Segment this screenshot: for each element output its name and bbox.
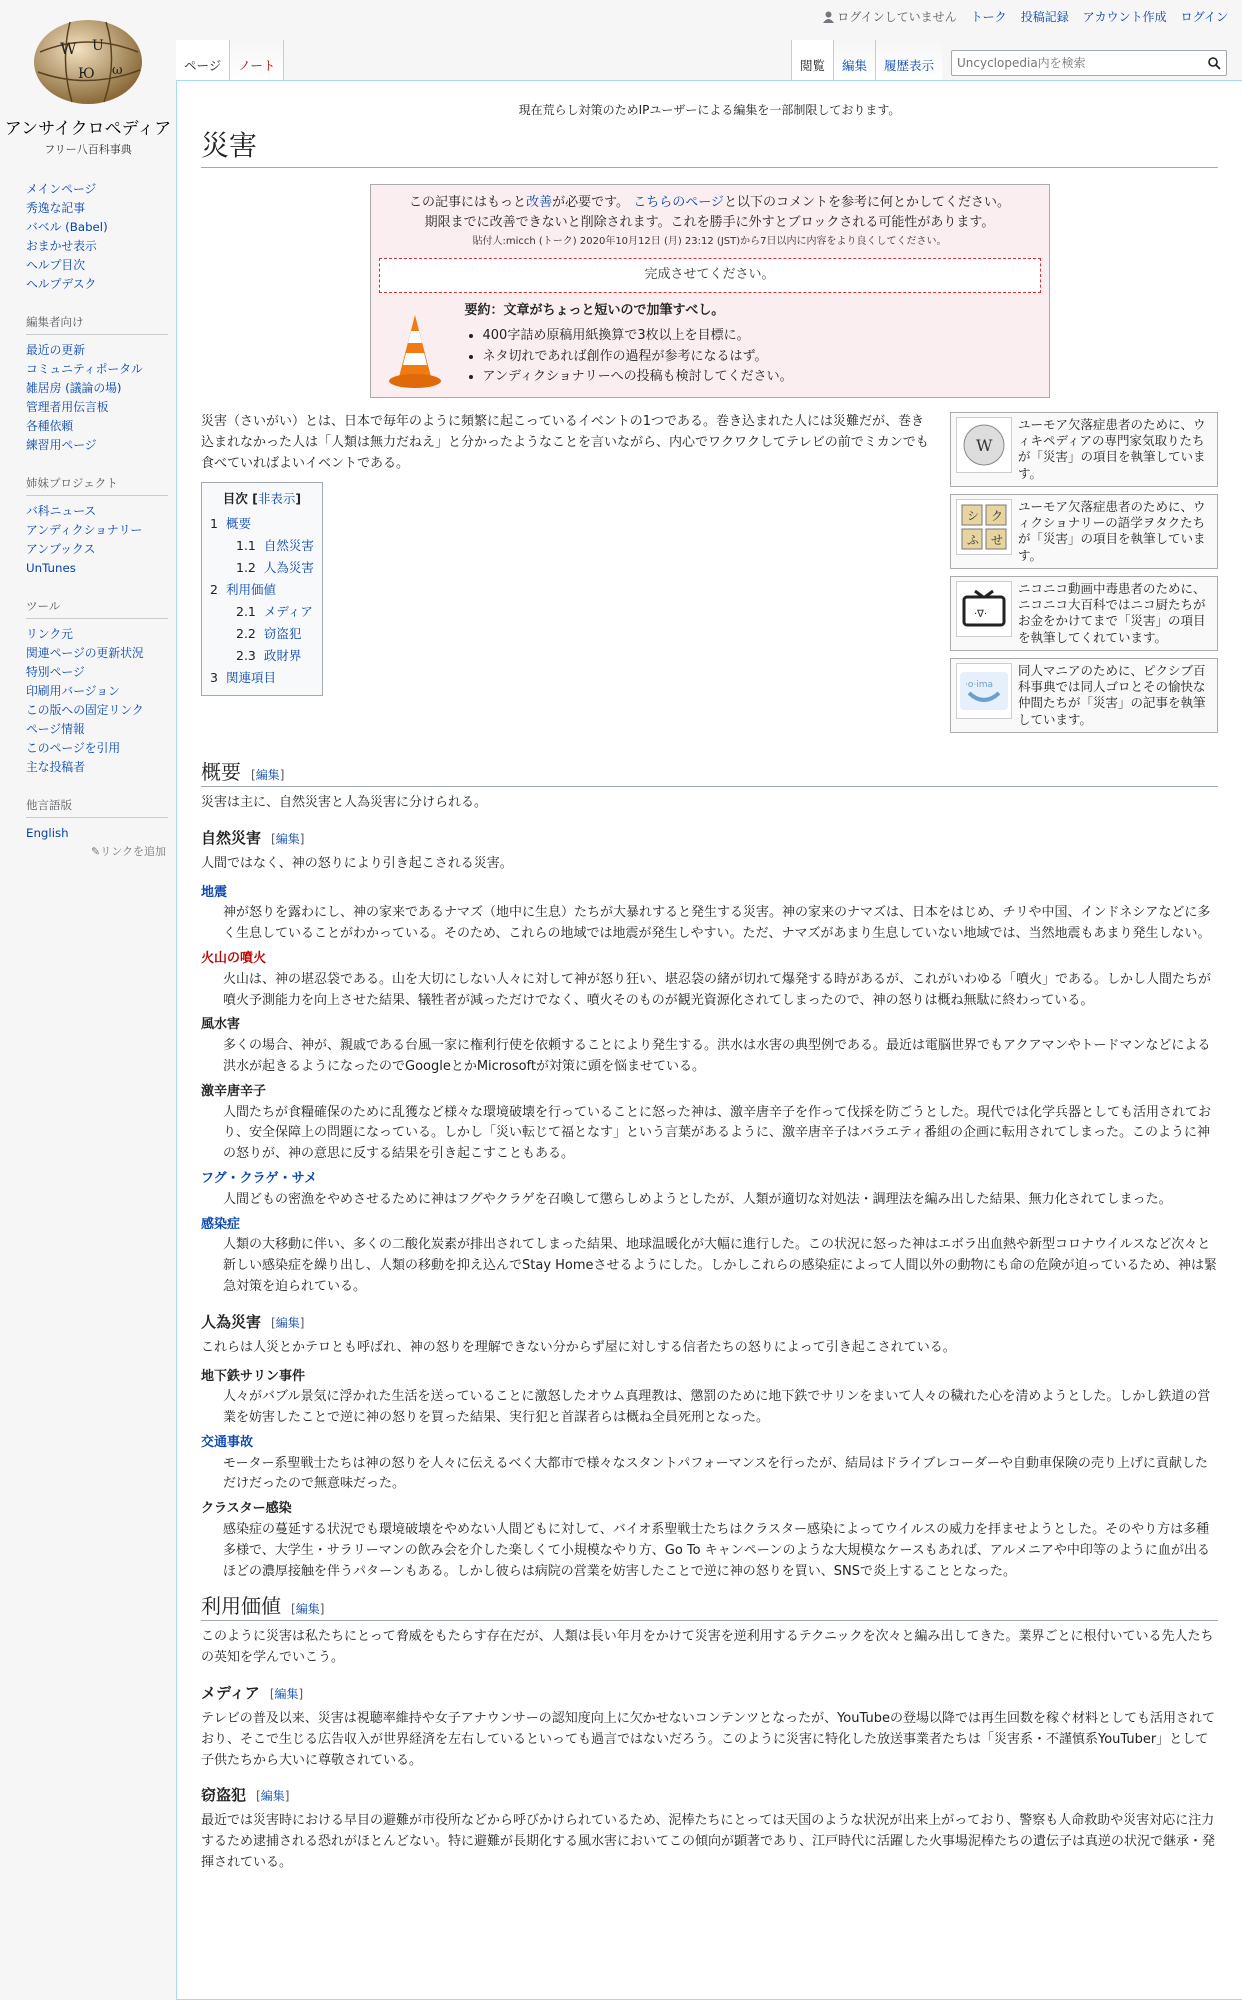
sidebar-item-sandbox[interactable]: 練習用ページ [26,438,97,452]
toc-num: 1.2 [236,560,256,576]
page-title: 災害 [201,128,1218,167]
toc-text: メディア [263,604,313,620]
this-page-link[interactable]: こちらのページ [633,194,724,210]
svg-text:W: W [60,39,77,58]
sidebar-item-admin[interactable]: 管理者用伝言板 [26,400,109,414]
sidebar-item-cite[interactable]: このページを引用 [26,741,121,755]
toc-text: 人為災害 [263,560,314,576]
toc-num: 3 [210,670,218,686]
tab-view[interactable]: 閲覧 [791,40,833,80]
wiktionary-box [950,494,1218,569]
sidebar-item-english[interactable]: English [26,826,69,840]
tip-item: • ネタ切れであれば創作の過程が参考になるはず。 [483,347,793,368]
notice-line-1 [377,193,1043,214]
section-edit: [編集] [251,767,285,782]
term: 地下鉄サリン事件 [201,1368,306,1384]
definition: 人間どもの密漁をやめさせるために神はフグやクラゲを召喚して懲らしめようとしたが、人類が適切な対処法・調理法を編み出した結果、無力化されてしまった。 [223,1191,1172,1207]
toc-item[interactable] [210,582,276,597]
sidebar-item-print[interactable]: 印刷用バージョン [26,684,120,698]
toc-text: 政財界 [263,648,302,664]
sidebar-item-portal[interactable]: コミュニティポータル [26,362,143,376]
sidebar-item-books[interactable]: アンブックス [26,542,96,556]
toc-text: 窃盗犯 [263,626,302,642]
term-link[interactable]: 火山の噴火 [201,950,267,966]
search-button[interactable] [1202,51,1226,75]
globe-logo-icon [30,12,146,108]
tip-title: 要約：文章がちょっと短いので加筆すべし。 [464,302,725,318]
sidebar-sister [26,475,168,578]
definition: モーター系聖戦士たちは神の怒りを人々に伝えるべく大都市で様々なスタントパフォーマンスを行ったが、結局はドライブレコーダーや自動車保険の売り上げに貢献しただけだったので無意味だった。 [223,1455,1208,1492]
toc-num: 1 [210,516,218,532]
sidebar-tools [26,598,168,777]
improve-link[interactable]: 改善 [526,194,553,210]
term-link[interactable]: 地震 [201,884,228,900]
toc-item[interactable] [210,670,276,685]
section-edit-link[interactable]: 編集 [275,831,300,846]
tip-item: • アンディクショナリーへの投稿も検討してください。 [483,367,793,388]
sidebar-item-babel[interactable]: バベル (Babel) [26,220,108,234]
notice-text-b: が必要です。 [552,194,630,210]
toc-item[interactable] [236,538,314,553]
search-box [951,50,1227,76]
pixiv-box [950,658,1218,733]
sidebar-editors [26,314,168,455]
definition: 人間たちが食糧確保のために乱獲など様々な環境破壊を行っていることに怒った神は、激辛唐辛子を作って伐採を防ごうとした。現代では化学兵器としても活用されており、安全保障上の問題になっている。しかし「災い転じて福となす」という言葉があるように、激辛唐辛子はバラエティ番組の企画に転用されてしまった。このように神の怒りが、神の意思に反する結果を引き起こすこともある。 [223,1104,1212,1162]
sidebar-item-whatlinks[interactable]: リンク元 [26,627,73,641]
term: クラスター感染 [201,1501,292,1517]
toc-text: 概要 [225,516,251,532]
definition: 人々がバブル景気に浮かれた生活を送っていることに激怒したオウム真理教は、懲罰のために地下鉄でサリンをまいて人々の穢れた心を清めようとした。しかし鉄道の営業を妨害したことで逆に神の怒りを買った結果、実行犯と首謀者らは概ね全員死刑となった。 [223,1389,1211,1426]
pixiv-text: 同人マニアのために、ピクシブ百科事典では同人ゴロとその愉快な仲間たちが「災害」の記事を執筆しています。 [1018,662,1206,727]
svg-text:·∇·: ·∇· [974,608,988,620]
toc-text: 自然災害 [263,538,314,554]
wiktionary-text: ユーモア欠落症患者のために、ウィクショナリーの語学ヲタクたちが「災害」の項目を執筆しています。 [1018,498,1206,563]
section-heading-manmade [201,1310,1218,1334]
toc-num: 2.1 [236,604,256,620]
toc-item[interactable] [236,560,314,575]
search-input[interactable] [952,56,1202,70]
section-heading-thieves [201,1783,1218,1807]
tip-item: • 400字詰め原稿用紙換算で3枚以上を目標に。 [483,326,793,347]
section-edit: [編集] [271,1315,305,1330]
wikipedia-box [950,412,1218,487]
section-heading-text: 自然災害 [201,828,262,847]
definition: 感染症の蔓延する状況でも環境破壊をやめない人間どもに対して、バイオ系聖戦士たちはクラスター感染によってウイルスの威力を拝ませようとした。そのやり方は多種多様で、大学生・サラリーマンの飲み会を介した楽しくて小規模なやり方、Go To キャンペーンのような大規模なケースもあれば、アルメニアや中印等のように血が出るほどの濃厚接触を伴うパターンもある。しかし彼らは病院の営業を妨害したことで逆に神の怒りを買い、SNSで炎上することとなった。 [223,1522,1210,1579]
sidebar-item-info[interactable]: ページ情報 [26,722,85,736]
svg-text:U: U [92,38,104,54]
section-heading-value [201,1592,1218,1621]
personal-tools [823,8,1228,25]
notice-text-c: と以下のコメントを参考に何とかしてください。 [723,194,1010,210]
notice-comment: 完成させてください。 [379,258,1041,293]
wikipedia-text: ユーモア欠落症患者のために、ウィキペディアの専門家気取りたちが「災害」の項目を執筆しています。 [1018,416,1206,481]
site-notice: 現在荒らし対策のためIPユーザーによる編集を一部制限しております。 [518,103,901,117]
tab-history[interactable] [875,40,942,80]
nicopedia-box [950,576,1218,651]
user-icon [823,11,834,23]
sidebar-item-main[interactable]: メインページ [26,182,97,196]
term [201,949,1218,970]
content [176,80,1242,2000]
toc-title: 目次 [非表示] [222,491,302,507]
site-name: アンサイクロペディア [4,119,172,139]
tab-page[interactable]: ページ [176,40,230,80]
toc-num: 2.2 [236,626,256,642]
natural-list [201,883,1218,1298]
section-heading-text: 人為災害 [201,1312,262,1331]
toc-num: 1.1 [236,538,256,554]
toc-title-label: 目次 [222,491,248,507]
section-edit-link[interactable]: 編集 [295,1602,320,1617]
site-tagline: フリー八百科事典 [44,143,132,156]
natural-paragraph: 人間ではなく、神の怒りにより引き起こされる災害。 [201,855,513,871]
intro-paragraph: 災害（さいがい）とは、日本で毎年のように頻繁に起こっているイベントの1つである。巻き込まれた人には災難だが、巻き込まれなかった人は「人類は無力だねえ」と分かったようなことを言いながら、内心でワクワクしてテレビの前でミカンでも食べていればよいイベントである。 [201,413,929,471]
section-heading-natural [201,826,1218,850]
toc-item[interactable] [236,604,313,619]
pixiv-icon [956,663,1012,719]
svg-text:·o·ima: ·o·ima [965,679,994,690]
not-logged-in-label: ログインしていません [837,10,957,24]
toc-hide-link[interactable]: 非表示 [257,491,296,507]
section-edit-link[interactable]: 編集 [274,1687,299,1702]
sidebar-navigation [26,180,168,294]
section-heading-text: 利用価値 [201,1594,281,1619]
toc-num: 2.3 [236,648,256,664]
login-link[interactable]: ログイン [1180,10,1228,24]
definition: 神が怒りを露わにし、神の家来であるナマズ（地中に生息）たちが大暴れすると発生する災害。神の家来のナマズは、日本をはじめ、チリや中国、インドネシアなどに多く生息していることがわかっている。そのため、これらの地域では地震が発生しやすい。ただ、ナマズがあまり生息していない地域では、当然地震もあまり発生しない。 [223,905,1211,942]
sidebar-item-permalink[interactable]: この版への固定リンク [26,703,144,717]
sidebar-item-random[interactable]: おまかせ表示 [26,239,97,253]
toc-item[interactable] [236,648,301,663]
sidebar-item-special[interactable]: 特別ページ [26,665,85,679]
value-paragraph: このように災害は私たちにとって脅威をもたらす存在だが、人類は長い年月をかけて災害を逆利用するテクニックを次々と編み出してきた。業界ごとに根付いている先人たちの英知を学んでいこう。 [201,1629,1214,1666]
sidebar-item-authors[interactable]: 主な投稿者 [26,760,85,774]
notice-signature: 貼付人:micch (トーク) 2020年10月12日 (月) 23:12 (JST)から7日以内に内容をより良くしてください。 [472,236,947,248]
term [201,883,1218,904]
manmade-paragraph: これらは人災とかテロとも呼ばれ、神の怒りを理解できない分からず屋に対しする信者たちの怒りによって引き起こされている。 [201,1339,956,1355]
sidebar-languages [26,797,168,859]
pencil-icon: ✎ [91,845,101,858]
toc-text: 利用価値 [225,582,276,598]
section-edit: [編集] [291,1602,325,1617]
definition: 人類の大移動に伴い、多くの二酸化炭素が排出されてしまった結果、地球温暖化が大幅に進行した。この状況に怒った神はエボラ出血熱や新型コロナウイルスなど次々と新しい感染症を繰り出し、人類の移動を抑え込んでStay Homeさせるようにした。しかしこれらの感染症によって人間以外の動物にも命の危険が迫っているため、神は緊急対策を迫られている。 [223,1237,1218,1294]
overview-paragraph: 災害は主に、自然災害と人為災害に分けられる。 [201,794,488,810]
section-edit: [編集] [271,831,305,846]
sister-boxes [950,412,1218,740]
tab-note[interactable]: ノート [230,40,284,80]
svg-text:せ: せ [991,532,1004,547]
toc-num: 2 [210,582,218,598]
section-heading-text: 概要 [201,759,241,784]
sidebar-sister-title: 姉妹プロジェクト [26,475,168,496]
table-of-contents [201,482,323,696]
add-links-button[interactable] [26,843,168,859]
term [201,1433,1218,1454]
sidebar-item-dict[interactable]: アンディクショナリー [26,523,143,537]
manmade-list [201,1367,1218,1583]
definition: 多くの場合、神が、親戚である台風一家に権利行使を依頼することにより発生する。洪水は水害の典型例である。最近は電脳世界でもアクアマンやトードマンなどによる洪水が起きるようになったのでGoogleとかMicrosoftが対策に頭を悩ませている。 [223,1038,1211,1074]
notice-text-a: この記事にはもっと [409,194,527,210]
sidebar-item-requests[interactable]: 各種依頼 [26,419,74,433]
namespace-tabs [176,40,284,80]
section-edit: [編集] [256,1789,290,1804]
wiktionary-icon [956,499,1012,555]
section-heading-media [201,1681,1218,1705]
not-logged-in [823,8,956,25]
sidebar-editors-title: 編集者向け [26,314,168,335]
svg-text:ω: ω [112,63,123,78]
section-heading-text: 窃盗犯 [201,1786,247,1805]
add-links-label: リンクを追加 [100,845,166,858]
sidebar-tools-title: ツール [26,598,168,619]
svg-text:ク: ク [991,508,1004,523]
svg-text:Ю: Ю [78,66,95,82]
toc-item[interactable] [236,626,301,641]
section-edit-link[interactable]: 編集 [260,1789,285,1804]
create-account-link[interactable]: アカウント作成 [1082,10,1167,24]
traffic-cone-icon [385,311,445,391]
sidebar-item-news[interactable]: バ科ニュース [26,504,97,518]
term: 風水害 [201,1017,241,1033]
sidebar-lang-title: 他言語版 [26,797,168,818]
svg-text:ふ: ふ [967,532,980,547]
notice-tip [377,301,1043,391]
term [201,1215,1218,1236]
sidebar-item-tunes[interactable]: UnTunes [26,561,76,575]
nicopedia-text: ニコニコ動画中毒患者のために、ニコニコ大百科ではニコ厨たちがお金をかけてまで「災害」の項目を執筆してくれています。 [1018,580,1206,645]
sidebar-item-recent[interactable]: 最近の更新 [26,343,85,357]
sidebar-item-related[interactable]: 関連ページの更新状況 [26,646,144,660]
term: 激辛唐辛子 [201,1083,267,1099]
sidebar-item-featured[interactable]: 秀逸な記事 [26,201,85,215]
section-edit-link[interactable]: 編集 [255,767,280,782]
term-link[interactable]: フグ・クラゲ・サメ [201,1170,318,1186]
toc-text: 関連項目 [225,670,276,686]
sidebar-item-help[interactable]: ヘルプ目次 [26,258,85,272]
sidebar [0,180,176,879]
term-link[interactable]: 感染症 [201,1216,241,1232]
nicovideo-icon [956,581,1012,637]
svg-text:シ: シ [967,508,980,523]
section-edit-link[interactable]: 編集 [275,1315,300,1330]
tab-edit[interactable] [833,40,875,80]
talk-link[interactable]: トーク [970,10,1007,24]
term-link[interactable]: 交通事故 [201,1434,254,1450]
search-icon [1208,57,1221,70]
wikipedia-icon [956,417,1012,473]
media-paragraph: テレビの普及以来、災害は視聴率維持や女子アナウンサーの認知度向上に欠かせないコンテンツとなったが、YouTubeの登場以降では再生回数を稼ぐ材料としても活用されており、そこで生じる広告収入が世界経済を左右しているといっても過言ではないだろう。このように災害に特化した放送事業者たちは「災害系・不謹慎系YouTuber」として子供たちから大いに尊敬されている。 [201,1711,1215,1768]
toc-item[interactable] [210,516,251,531]
section-heading-text: メディア [201,1684,260,1703]
sidebar-item-helpdesk[interactable]: ヘルプデスク [26,277,97,291]
term [201,1169,1218,1190]
thieves-paragraph: 最近では災害時における早目の避難が市役所などから呼びかけられているため、泥棒たちにとっては天国のような状況が出来上がっており、警察も人命救助や災害対応に注力するため逮捕される恐れがほとんどない。特に避難が長期化する風水害においてこの傾向が顕著であり、江戸時代に活躍した火事場泥棒たちの遺伝子は真逆の状況で継承・発揮されている。 [201,1813,1216,1871]
svg-text:W: W [976,435,993,455]
site-logo[interactable] [0,0,176,160]
section-edit: [編集] [269,1687,304,1702]
section-heading-overview [201,758,1218,787]
sidebar-item-village[interactable]: 雑居房 (議論の場) [26,381,122,395]
view-tabs [791,40,942,80]
definition: 火山は、神の堪忍袋である。山を大切にしない人々に対して神が怒り狂い、堪忍袋の緒が切れて爆発する時があるが、これがいわゆる「噴火」である。しかし人間たちが噴火予測能力を向上させた結果、犠牲者が減っただけでなく、噴火そのものが観光資源化されてしまったので、神の怒りは概ね無駄に終わっている。 [223,971,1212,1008]
tab-history-label[interactable]: 履歴表示 [884,58,935,73]
tab-edit-label[interactable]: 編集 [842,58,868,73]
notice-line-2: 期限までに改善できないと削除されます。これを勝手に外すとブロックされる可能性があります。 [424,215,995,231]
improvement-notice [370,184,1050,398]
contributions-link[interactable]: 投稿記録 [1020,10,1069,24]
